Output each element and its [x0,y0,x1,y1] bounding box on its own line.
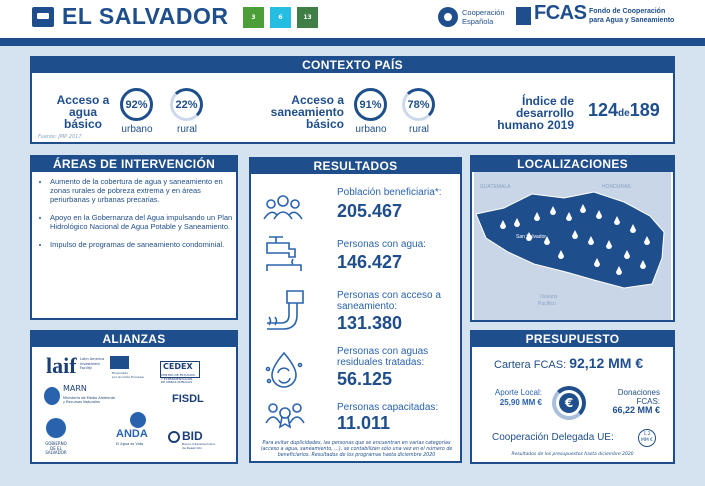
water-drop-icon [263,349,305,391]
cooperacion-espanola-text: Cooperación Española [462,8,505,26]
sdg-13-badge: 13 [297,7,318,28]
donaciones-fcas: Donaciones FCAS: 66,22 MM € [612,388,660,415]
oceano-label: Océano [540,294,558,300]
fisdl-logo: FISDL [172,393,204,405]
idh-value: 124de189 [588,100,660,120]
resultados-title: RESULTADOS [251,159,460,174]
alianzas-title: ALIANZAS [32,332,236,347]
sdg-3-badge: 3 [243,7,264,28]
gobierno-subtitle: GOBIERNO DE EL SALVADOR [45,441,67,455]
areas-list [40,177,234,258]
eu-subtitle: Financiado por la Unión Europea [112,371,144,379]
guatemala-label: GUATEMALA [480,184,511,190]
san-rural-ring: 78% [402,88,435,121]
gobierno-seal-icon [46,418,66,438]
personas-saneamiento-label: Personas con acceso a saneamiento: [337,290,441,312]
aporte-local: Aporte Local: 25,90 MM € [494,388,542,407]
localizaciones-panel [470,155,675,322]
fcas-logo-text: FCAS [534,2,587,24]
country-shape [476,192,664,288]
water-tap-icon [263,231,305,273]
cartera-fcas: Cartera FCAS: 92,12 MM € [494,355,644,371]
laif-subtitle: Latin America Investment Facility [80,357,105,370]
alianzas-panel [30,330,238,464]
cooperacion-espanola-logo [438,7,458,27]
san-urbano-ring: 91% [354,88,387,121]
anda-logo-icon [130,412,146,428]
agua-urbano-caption: urbano [121,124,153,135]
honduras-label: HONDURAS [602,184,631,190]
bid-logo-icon [168,431,180,443]
contexto-pais-title: CONTEXTO PAÍS [32,58,673,73]
aguas-residuales-value: 56.125 [337,369,393,389]
aguas-residuales-label: Personas con aguas residuales tratadas: [337,346,429,368]
pacifico-label: Pacífico [538,301,556,307]
areas-title: ÁREAS DE INTERVENCIÓN [32,157,236,172]
presupuesto-panel [470,330,675,464]
list-item: • Apoyo en la Gobernanza del Agua impulsando un Plan Hidrológico Nacional de Agua Potable y Saneamiento. [50,213,234,231]
trained-people-icon [263,399,307,431]
anda-subtitle: El Agua es Vida [116,442,144,446]
personas-agua-label: Personas con agua: [337,239,426,250]
header-bar [0,38,705,46]
euro-icon: € [559,393,579,413]
agua-rural-ring: 22% [170,88,203,121]
san-urbano-caption: urbano [355,124,387,135]
cedex-logo: CEDEX [160,361,200,378]
agua-urbano-ring: 92% [120,88,153,121]
cooperacion-delegada-value: 1,2 MM € [638,429,656,447]
fcas-logo-icon [516,7,531,25]
map [474,172,671,320]
acceso-agua-label: Acceso a agua básico [56,93,110,131]
resultados-panel [249,157,462,463]
marn-subtitle: Ministerio de Medio Ambiente y Recursos Naturales [63,396,116,404]
san-salvador-label: San Salvador [516,234,547,240]
contexto-fuente: Fuente: JMP 2017 [38,134,82,140]
resultados-note: Para evitar duplicidades, las personas que se encuentran en varias categorías (acceso a agua, saneamiento, ...), se contabilizan sólo una vez en el número de beneficiarios. Resultados de los programas hasta diciembre 2020 [260,441,453,458]
list-item: • Aumento de la cobertura de agua y saneamiento en zonas rurales de pobreza extrema y en áreas periurbanas y urbanas precarias. [50,177,234,204]
laif-logo: laif [46,353,77,378]
personas-saneamiento-value: 131.380 [337,313,403,333]
eu-flag-icon [110,356,129,369]
bid-subtitle: Banco Interamericano de Desarrollo [182,442,216,450]
sanitation-pipe-icon [263,287,307,331]
san-rural-caption: rural [408,124,429,135]
poblacion-beneficiaria-value: 205.467 [337,201,403,221]
agua-rural-caption: rural [176,124,197,135]
presupuesto-note: Resultados de los presupuestos hasta diciembre 2020 [511,452,634,457]
people-group-icon [263,193,303,221]
bid-logo: BID [182,429,203,443]
personas-capacitadas-value: 11.011 [337,413,391,433]
contexto-pais-panel [30,56,675,144]
marn-logo: MARN [63,384,87,393]
el-salvador-flag-icon [32,7,54,27]
sdg-6-badge: 6 [270,7,291,28]
acceso-saneamiento-label: Acceso a saneamiento básico [270,93,344,131]
idh-label: Índice de desarrollo humano 2019 [497,94,574,132]
fcas-subtitle: Fondo de Cooperación para Agua y Saneamiento [589,8,675,24]
list-item: • Impulso de programas de saneamiento condominial. [50,240,234,249]
el-salvador-map [474,172,671,320]
areas-intervencion-panel [30,155,238,320]
localizaciones-title: LOCALIZACIONES [472,157,673,172]
personas-agua-value: 146.427 [337,252,403,272]
personas-capacitadas-label: Personas capacitadas: [337,402,439,413]
anda-logo: ANDA [116,428,148,440]
country-title: EL SALVADOR [62,3,229,29]
marn-seal-icon [44,387,60,405]
cedex-subtitle: CENTRO DE ESTUDIOS Y EXPERIMENTACIÓN DE OBRAS PÚBLICAS [161,373,195,384]
cooperacion-delegada-label: Cooperación Delegada UE: [492,432,614,443]
presupuesto-title: PRESUPUESTO [472,332,673,347]
poblacion-beneficiaria-label: Población beneficiaria*: [337,187,442,198]
